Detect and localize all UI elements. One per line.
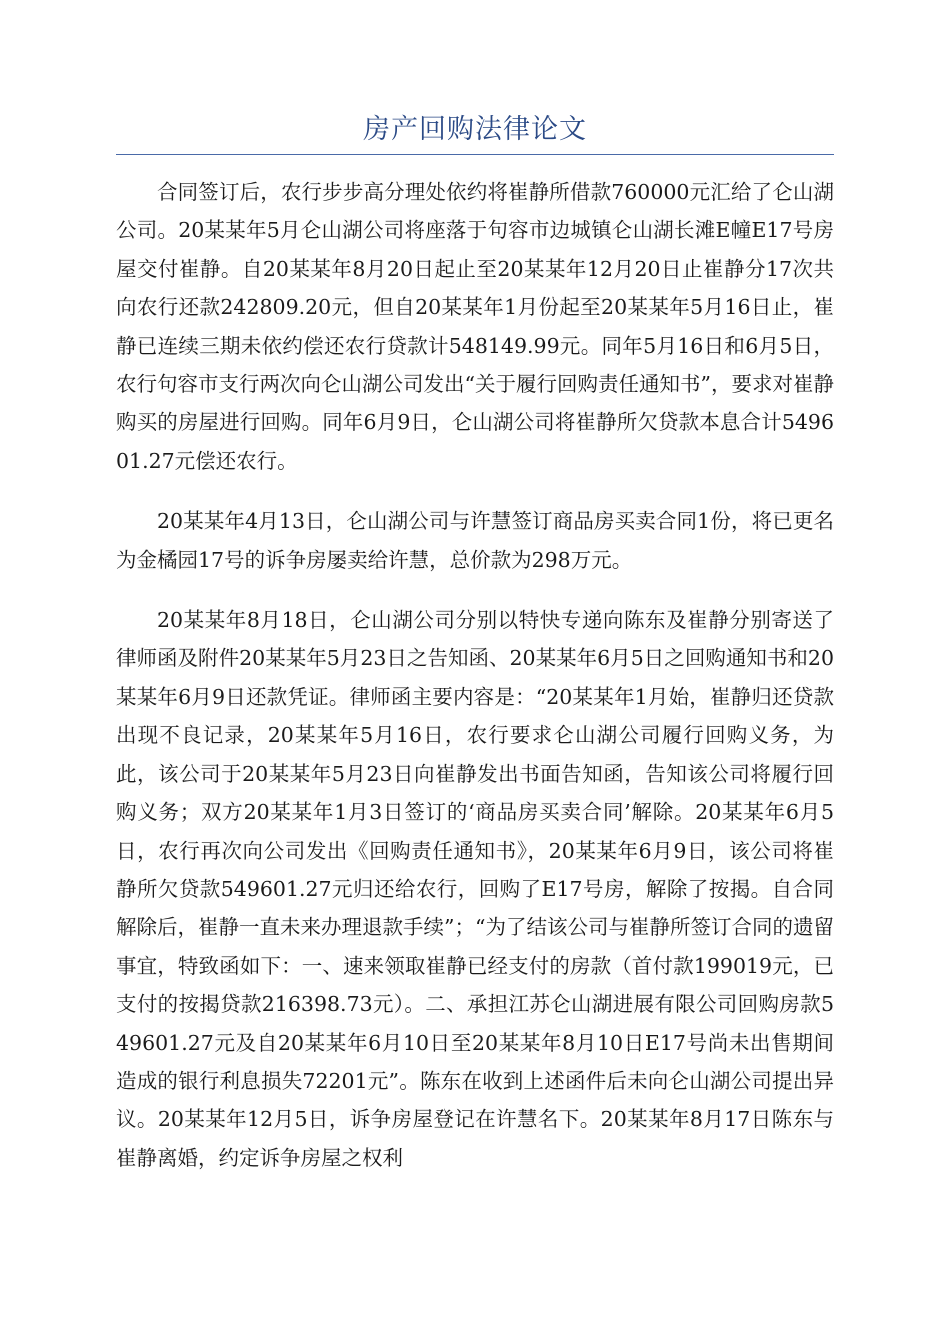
paragraph-2: 20某某年4月13日，仑山湖公司与许慧签订商品房买卖合同1份，将已更名为金橘园17号的诉争房屡卖给许慧，总价款为298万元。 [116,509,834,572]
paragraph-1: 合同签订后，农行步步高分理处依约将崔静所借款760000元汇给了仑山湖公司。20某某年5月仑山湖公司将座落于句容市边城镇仑山湖长滩E幢E17号房屋交付崔静。自20某某年8月20日起止至20某某年12月20日止崔静分17次共向农行还款242809.20元，但自20某某年1月份起至20某某年5月16日止，崔静已连续三期未依约偿还农行贷款计548149.99元。同年5月16日和6月5日，农行句容市支行两次向仑山湖公司发出“关于履行回购责任通知书”，要求对崔静购买的房屋进行回购。同年6月9日，仑山湖公司将崔静所欠贷款本息合计549601.27元偿还农行。 [116,180,834,473]
title-underline [116,154,834,155]
paragraph-3: 20某某年8月18日，仑山湖公司分别以特快专递向陈东及崔静分别寄送了律师函及附件20某某年5月23日之告知函、20某某年6月5日之回购通知书和20某某年6月9日还款凭证。律师函主要内容是：“20某某年1月始，崔静归还贷款出现不良记录，20某某年5月16日，农行要求仑山湖公司履行回购义务，为此，该公司于20某某年5月23日向崔静发出书面告知函，告知该公司将履行回购义务；双方20某某年1月3日签订的‘商品房买卖合同’解除。20某某年6月5日，农行再次向公司发出《回购责任通知书》，20某某年6月9日，该公司将崔静所欠贷款549601.27元归还给农行，回购了E17号房，解除了按揭。自合同解除后，崔静一直未来办理退款手续”；“为了结该公司与崔静所签订合同的遗留事宜，特致函如下：一、速来领取崔静已经支付的房款（首付款199019元，已支付的按揭贷款216398.73元）。二、承担江苏仑山湖进展有限公司回购房款549601.27元及自20某某年6月10日至20某某年8月10日E17号尚未出售期间造成的银行利息损失72201元”。陈东在收到上述函件后未向仑山湖公司提出异议。20某某年12月5日，诉争房屋登记在许慧名下。20某某年8月17日陈东与崔静离婚，约定诉争房屋之权利 [116,608,834,1170]
document-body [116,173,834,1199]
document-title: 房产回购法律论文 [363,114,587,145]
